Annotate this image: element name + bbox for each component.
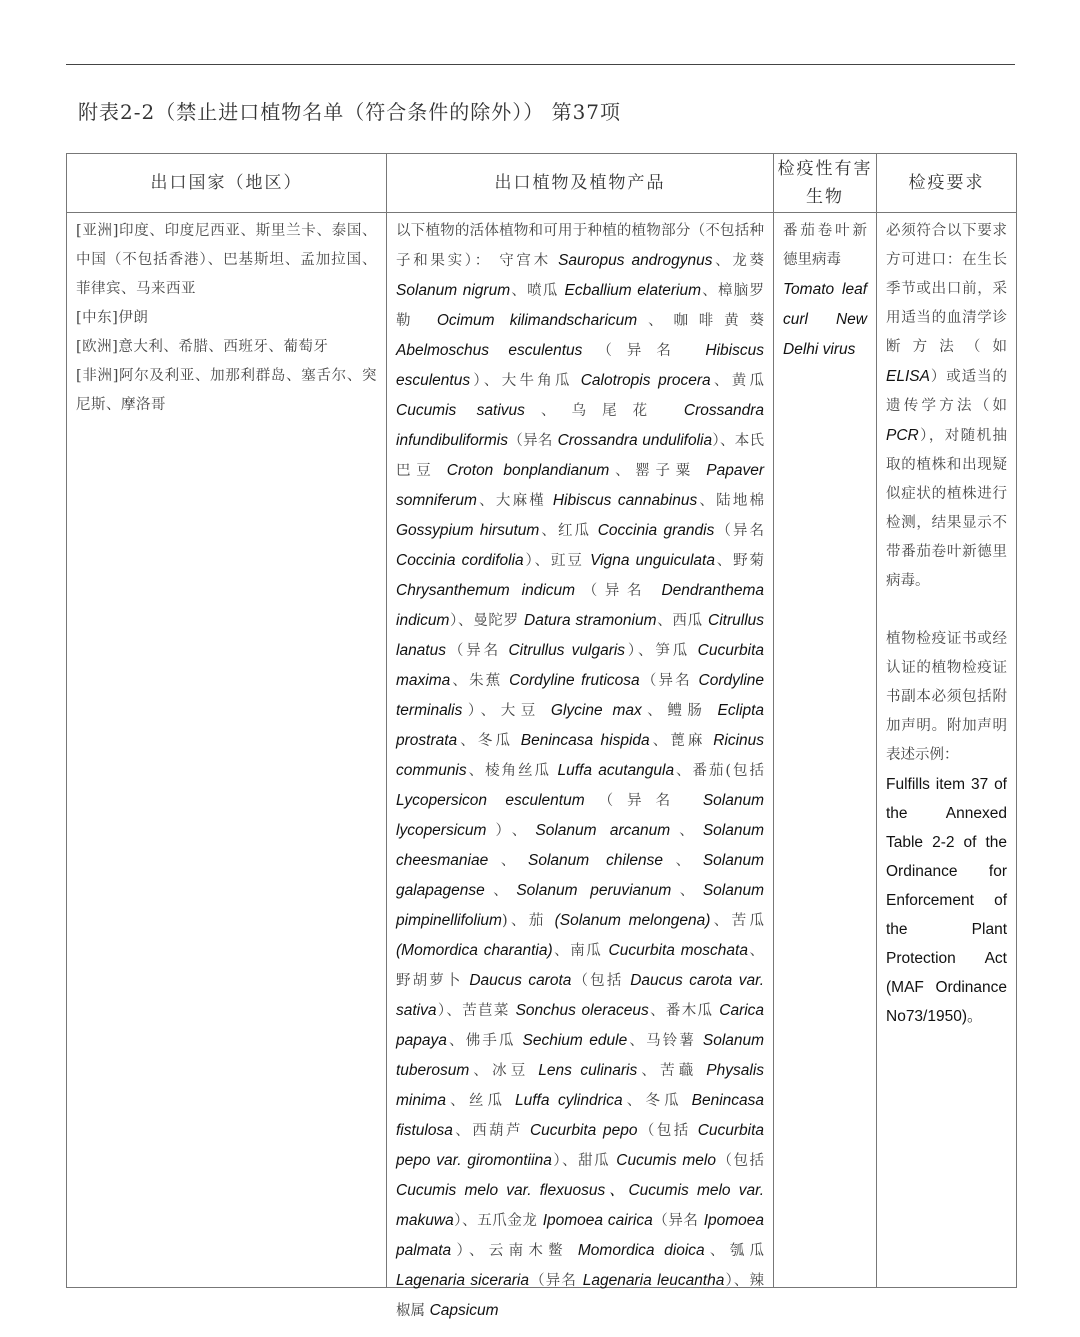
- separator: 、: [637, 1063, 661, 1079]
- plant-cn-name: 茄: [528, 913, 555, 929]
- separator: 、: [510, 283, 528, 299]
- synonym-suffix: ）: [523, 553, 535, 569]
- synonym-prefix: （异名: [582, 343, 706, 359]
- separator: 、: [469, 1243, 489, 1259]
- separator: 、: [674, 763, 693, 779]
- separator: 、: [697, 493, 717, 509]
- plants-intro: 以下植物的活体植物和可用于种植的植物部分（不包括种子和果实）：: [396, 223, 764, 269]
- plant-cn-name: 苦苣菜: [462, 1003, 516, 1019]
- plant-cn-name: 大牛角瓜: [501, 373, 581, 389]
- plant-synonym: Cucumis melo var. flexuosus、Cucumis melo var. makuwa: [396, 1182, 764, 1229]
- plant-synonym: Ipomoea palmata: [396, 1212, 765, 1259]
- synonym-prefix: （异名: [508, 433, 558, 449]
- plant-sci-name: Solanum pimpinellifolium: [396, 882, 765, 929]
- synonym-suffix: ）: [451, 1243, 469, 1259]
- separator: 、: [649, 733, 671, 749]
- plant-cn-name: 野菊: [733, 553, 765, 569]
- plant-cn-name: 大麻槿: [495, 493, 553, 509]
- plant-sci-name: Lycopersicon esculentum: [396, 792, 585, 809]
- plant-cn-name: 龙葵: [732, 253, 765, 269]
- separator: 、: [462, 1213, 478, 1229]
- separator: 、: [469, 1063, 493, 1079]
- plant-cn-name: 棱角丝瓜: [485, 763, 558, 779]
- plant-cn-name: 番木瓜: [665, 1003, 720, 1019]
- plant-cn-name: 佛手瓜: [465, 1033, 523, 1049]
- plant-synonym: Cucurbita pepo var. giromontiina: [396, 1122, 765, 1169]
- plant-cn-name: 云南木鳖: [488, 1243, 578, 1259]
- separator: 、: [609, 463, 636, 479]
- synonym-prefix: （包括: [637, 1123, 698, 1139]
- separator: 、: [710, 373, 732, 389]
- plant-cn-name: 冰豆: [492, 1063, 539, 1079]
- plant-sci-name: Benincasa hispida: [520, 732, 650, 749]
- separator: 、: [712, 253, 733, 269]
- plant-cn-name: 蓖麻: [670, 733, 714, 749]
- countries-list: [67, 213, 386, 426]
- plant-cn-name: 五爪金龙: [477, 1213, 543, 1229]
- plant-cn-name: 陆地棉: [716, 493, 765, 509]
- plant-cn-name: 南瓜: [570, 943, 609, 959]
- plant-sci-name: Capsicum: [429, 1302, 499, 1319]
- synonym-prefix: （异名: [652, 1213, 704, 1229]
- plant-cn-name: 罂子粟: [635, 463, 707, 479]
- plant-sci-name: Ricinus communis: [396, 732, 765, 779]
- plant-sci-name: Solanum tuberosum: [396, 1032, 765, 1079]
- plant-synonym: Cordyline terminalis: [396, 672, 765, 719]
- plant-sci-name: Physalis minima: [396, 1062, 765, 1109]
- synonym-suffix: ）: [453, 1213, 463, 1229]
- separator: 、: [466, 763, 486, 779]
- plant-sci-name: Croton bonplandianum: [446, 462, 610, 479]
- plant-sci-name: Solanum chilense: [528, 852, 664, 869]
- table-row: [67, 213, 1017, 1288]
- plant-sci-name: Cucumis sativus: [396, 402, 525, 419]
- plant-sci-name: Ecballium elaterium: [564, 282, 702, 299]
- plant-sci-name: Solanum arcanum: [535, 822, 671, 839]
- separator: 、: [484, 883, 517, 899]
- country-group: [欧洲]意大利、希腊、西班牙、葡萄牙: [76, 339, 329, 355]
- separator: 、: [733, 1273, 750, 1289]
- plant-sci-name: Ocimum kilimandscharicum: [436, 312, 638, 329]
- synonym-suffix: ）: [449, 613, 459, 629]
- synonym-suffix: ）: [625, 643, 639, 659]
- separator: 、: [710, 913, 732, 929]
- cell-plants: [387, 213, 774, 1319]
- plant-sci-name: Glycine max: [550, 702, 642, 719]
- synonym-suffix: )、: [501, 913, 529, 929]
- plant-sci-name: Datura stramonium: [524, 612, 657, 629]
- plant-sci-name: Momordica dioica: [577, 1242, 705, 1259]
- plant-sci-name: Cucurbita maxima: [396, 642, 764, 689]
- synonym-prefix: （异名: [445, 643, 509, 659]
- plant-cn-name: 西葫芦: [472, 1123, 530, 1139]
- plant-sci-name: Calotropis procera: [580, 372, 711, 389]
- plant-sci-name: Coccinia grandis: [597, 522, 715, 539]
- separator: 、: [450, 673, 470, 689]
- plant-cn-name: 鳢肠: [667, 703, 718, 719]
- separator: 、: [641, 703, 668, 719]
- plant-sci-name: Cucurbita pepo: [529, 1122, 638, 1139]
- plant-sci-name: Vigna unguiculata: [590, 552, 715, 569]
- plant-cn-name: 守宫木: [499, 253, 559, 269]
- plant-sci-name: Chrysanthemum indicum: [396, 582, 576, 599]
- separator: 、: [562, 1153, 579, 1169]
- plant-cn-name: 豇豆: [550, 553, 591, 569]
- plant-cn-name: 大豆: [500, 703, 551, 719]
- separator: 、: [476, 493, 496, 509]
- separator: 、: [539, 523, 558, 539]
- req-pcr: PCR: [886, 427, 919, 444]
- plant-sci-name: Abelmoschus esculentus: [396, 342, 583, 359]
- plant-sci-name: Ipomoea cairica: [542, 1212, 653, 1229]
- plant-synonym: Hibiscus esculentus: [396, 342, 764, 389]
- country-group: [中东]伊朗: [76, 310, 149, 326]
- separator: 、: [524, 403, 572, 419]
- header-plants: 出口植物及植物产品: [387, 154, 774, 213]
- import-ban-table: [66, 153, 1017, 1319]
- plant-cn-name: 苦蘵: [660, 1063, 707, 1079]
- cell-pest: [774, 213, 877, 1288]
- synonym-prefix: （异名: [584, 793, 703, 809]
- cell-countries: [67, 213, 387, 1288]
- synonym-prefix: （异名: [639, 673, 699, 689]
- plant-sci-name: Cucurbita moschata: [608, 942, 748, 959]
- req-p1-b: ）或适当的遗传学方法（如: [886, 369, 1007, 414]
- plant-cn-name: 野胡萝卜: [396, 973, 470, 989]
- plant-sci-name: Gossypium hirsutum: [396, 522, 540, 539]
- synonym-suffix: ）: [462, 703, 481, 719]
- plant-sci-name: Luffa acutangula: [557, 762, 675, 779]
- header-country: 出口国家（地区）: [67, 154, 387, 213]
- plant-sci-name: Carica papaya: [396, 1002, 765, 1049]
- plant-sci-name: Solanum galapagense: [396, 852, 765, 899]
- country-group: [非洲]阿尔及利亚、加那利群岛、塞舌尔、突尼斯、摩洛哥: [76, 368, 377, 413]
- header-requirements: 检疫要求: [877, 154, 1017, 213]
- separator: 、: [488, 853, 529, 869]
- requirements-text: [877, 213, 1016, 1037]
- plant-cn-name: 冬瓜: [645, 1093, 692, 1109]
- pest-cn: 番茄卷叶新德里病毒: [783, 223, 867, 268]
- separator: 、: [663, 853, 703, 869]
- synonym-suffix: ）: [712, 433, 720, 449]
- header-pest: 检疫性有害生物: [774, 154, 877, 213]
- plant-cn-name: 辣椒属: [396, 1273, 765, 1319]
- plant-synonym: Solanum lycopersicum: [396, 792, 765, 839]
- paragraph-gap: [886, 596, 1007, 625]
- plant-synonym: Lagenaria leucantha: [582, 1272, 725, 1289]
- plant-sci-name: Eclipta prostrata: [396, 702, 765, 749]
- separator: 、: [671, 883, 703, 899]
- plants-list: [387, 213, 773, 1319]
- separator: 、: [638, 643, 656, 659]
- plant-synonym: Citrullus vulgaris: [508, 642, 626, 659]
- req-p1-c: ），对随机抽取的植株和出现疑似症状的植株进行检测，结果显示不带番茄卷叶新德里病毒。: [886, 428, 1007, 589]
- separator: 、: [648, 1003, 666, 1019]
- plant-sci-name: Sechium edule: [522, 1032, 628, 1049]
- synonym-prefix: （异名: [528, 1273, 583, 1289]
- separator: 、: [457, 733, 478, 749]
- synonym-suffix: ）: [470, 373, 484, 389]
- separator: 、: [670, 823, 703, 839]
- plant-synonym: Coccinia cordifolia: [396, 552, 524, 569]
- synonym-suffix: ）: [724, 1273, 734, 1289]
- plant-cn-name: 红瓜: [557, 523, 598, 539]
- plant-cn-name: 西瓜: [672, 613, 709, 629]
- plant-sci-name: Daucus carota: [469, 972, 572, 989]
- plant-cn-name: 曼陀罗: [473, 613, 525, 629]
- cell-requirements: [877, 213, 1017, 1288]
- req-elisa: ELISA: [886, 368, 930, 385]
- plant-sci-name: Lens culinaris: [538, 1062, 638, 1079]
- plant-cn-name: 苦瓜: [731, 913, 764, 929]
- separator: 、: [446, 1033, 466, 1049]
- plant-sci-name: Papaver somniferum: [396, 462, 765, 509]
- plant-cn-name: 瓠瓜: [729, 1243, 765, 1259]
- separator: 、: [719, 433, 735, 449]
- plant-sci-name: Luffa cylindrica: [515, 1092, 623, 1109]
- synonym-suffix: ）、: [486, 823, 536, 839]
- plant-synonym: Crossandra undulifolia: [557, 432, 713, 449]
- req-p2: 植物检疫证书或经认证的植物检疫证书副本必须包括附加声明。附加声明表述示例：: [886, 631, 1007, 763]
- plant-sci-name: Solanum peruvianum: [516, 882, 672, 899]
- plant-cn-name: 笋瓜: [655, 643, 698, 659]
- plant-sci-name: Cucumis melo: [616, 1152, 716, 1169]
- req-p1-a: 必须符合以下要求方可进口：在生长季节或出口前，采用适当的血清学诊断方法（如: [886, 223, 1007, 355]
- plant-sci-name: Solanum cheesmaniae: [396, 822, 764, 869]
- plant-cn-name: 番茄(包括: [692, 763, 765, 779]
- synonym-prefix: （异名: [714, 523, 765, 539]
- synonym-prefix: （包括: [571, 973, 631, 989]
- top-horizontal-rule: [66, 64, 1015, 65]
- plant-sci-name: Sauropus androgynus: [558, 252, 713, 269]
- req-p3-declaration: Fulfills item 37 of the Annexed Table 2-2 of the Ordinance for Enforcement of the Plant Protection Act (MAF Ordinance No73/1950)。: [886, 776, 1007, 1025]
- plant-sci-name: (Momordica charantia): [396, 942, 553, 959]
- plant-sci-name: (Solanum melongena): [554, 912, 711, 929]
- synonym-prefix: （异名: [575, 583, 662, 599]
- separator: 、: [704, 1243, 730, 1259]
- plant-cn-name: 樟脑罗勒: [396, 283, 765, 329]
- plant-cn-name: 马铃薯: [646, 1033, 703, 1049]
- plant-cn-name: 朱蕉: [469, 673, 510, 689]
- plant-cn-name: 黄瓜: [731, 373, 764, 389]
- separator: 、: [656, 613, 673, 629]
- country-group: [亚洲]印度、印度尼西亚、斯里兰卡、泰国、中国（不包括香港）、巴基斯坦、孟加拉国、菲律宾、马来西亚: [76, 223, 377, 297]
- plant-cn-name: 甜瓜: [578, 1153, 617, 1169]
- separator: 、: [622, 1093, 646, 1109]
- separator: 、: [446, 1003, 463, 1019]
- separator: 、: [747, 943, 765, 959]
- pest-sci: Tomato leaf curl New Delhi virus: [783, 281, 867, 358]
- separator: 、: [452, 1123, 473, 1139]
- plant-synonym: Daucus carota var. sativa: [396, 972, 765, 1019]
- plant-sci-name: Benincasa fistulosa: [396, 1092, 765, 1139]
- pest-text: [774, 213, 876, 371]
- separator: 、: [483, 373, 502, 389]
- separator: 、: [714, 553, 734, 569]
- separator: 、: [480, 703, 501, 719]
- plant-sci-name: Hibiscus cannabinus: [552, 492, 698, 509]
- plant-sci-name: Cordyline fruticosa: [509, 672, 640, 689]
- plant-sci-name: Citrullus lanatus: [396, 612, 765, 659]
- plant-cn-name: 本氏巴豆: [396, 433, 765, 479]
- separator: 、: [552, 943, 571, 959]
- plant-sci-name: Crossandra infundibuliformis: [396, 402, 765, 449]
- plant-cn-name: 丝瓜: [468, 1093, 515, 1109]
- separator: 、: [445, 1093, 469, 1109]
- table-header-row: [67, 154, 1017, 213]
- separator: 、: [637, 313, 674, 329]
- plant-synonym: Dendranthema indicum: [396, 582, 764, 629]
- plant-cn-name: 咖啡黄葵: [673, 313, 765, 329]
- plant-cn-name: 冬瓜: [477, 733, 521, 749]
- separator: 、: [701, 283, 719, 299]
- synonym-suffix: ）: [436, 1003, 447, 1019]
- synonym-prefix: （包括: [716, 1153, 765, 1169]
- plant-sci-name: Lagenaria siceraria: [396, 1272, 529, 1289]
- page-title: 附表2-2（禁止进口植物名单（符合条件的除外）） 第37项: [78, 100, 622, 124]
- separator: 、: [458, 613, 474, 629]
- plant-sci-name: Sonchus oleraceus: [515, 1002, 649, 1019]
- plant-cn-name: 乌尾花: [571, 403, 684, 419]
- separator: 、: [627, 1033, 647, 1049]
- separator: 、: [534, 553, 551, 569]
- plant-cn-name: 喷瓜: [527, 283, 565, 299]
- plant-sci-name: Solanum nigrum: [396, 282, 511, 299]
- synonym-suffix: ）: [551, 1153, 563, 1169]
